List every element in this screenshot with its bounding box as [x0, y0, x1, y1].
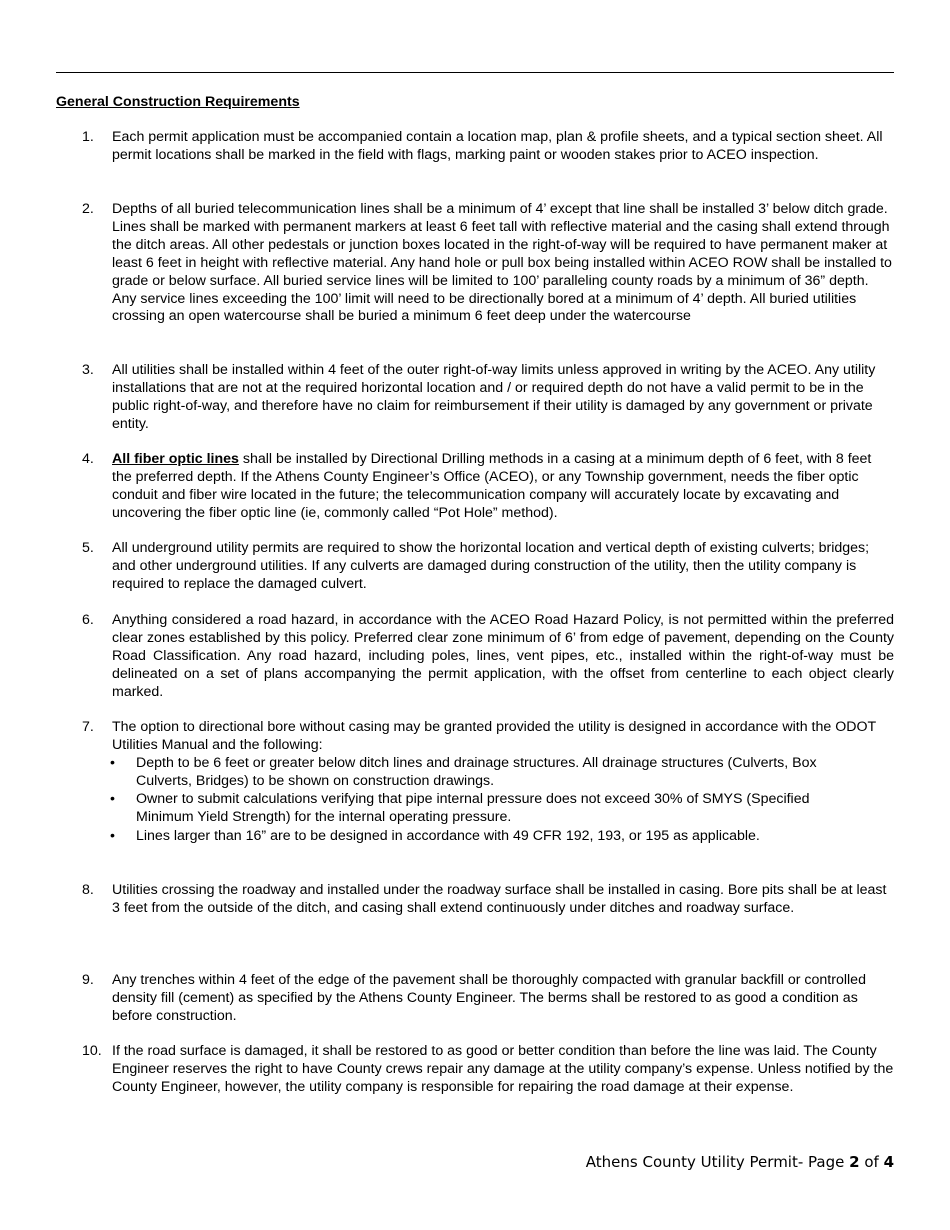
bullet-dot-icon: • — [110, 755, 115, 771]
item-number: 9. — [82, 972, 94, 988]
item-text: All underground utility permits are required to show the horizontal location and vertical depth of existing culverts; bridges; and other underground utilities. If any culverts are damaged during construction of the utility, then the utility company is required to replace the damaged culvert. — [112, 540, 870, 592]
item-number: 4. — [82, 451, 94, 467]
item-text: The option to directional bore without casing may be granted provided the utility is designed in accordance with the ODOT Utilities Manual and the following: — [112, 719, 876, 753]
footer-page-total: 4 — [883, 1153, 894, 1171]
item-text: If the road surface is damaged, it shall be restored to as good or better condition than before the line was laid. The County Engineer reserves the right to have County crews repair any damage at the utility company’s expense. Unless notified by the County Engineer, however, the utility company is responsible for repairing the road damage at their expense. — [112, 1043, 894, 1095]
footer-of: of — [859, 1153, 884, 1171]
item-number: 3. — [82, 362, 94, 378]
item-text: All utilities shall be installed within 4 feet of the outer right-of-way limits unless approved in writing by the ACEO. Any utility installations that are not at the required horizontal location and / or required depth do not have a valid permit to be in the public right-of-way, and therefore have no claim for reimbursement if their utility is damaged by any government or private entity. — [112, 362, 876, 432]
bullet-text: Depth to be 6 feet or greater below ditch lines and drainage structures. All drainage structures (Culverts, Box Culverts, Bridges) to be shown on construction drawings. — [136, 755, 817, 789]
item-text: Anything considered a road hazard, in accordance with the ACEO Road Hazard Policy, is not permitted within the preferred clear zones established by this policy. Preferred clear zone minimum of 6’ from edge of pavement, depending on the County Road Classification. Any road hazard, including poles, lines, vent pipes, etc., installed within the right-of-way must be delineated on a set of plans accompanying the permit application, with the offset from centerline to each object clearly marked. — [112, 612, 894, 700]
footer-prefix: Athens County Utility Permit- Page — [585, 1153, 850, 1171]
page-footer — [586, 1153, 894, 1171]
footer-page-number: 2 — [849, 1153, 860, 1171]
top-rule — [56, 72, 894, 73]
bullet-text: Lines larger than 16” are to be designed in accordance with 49 CFR 192, 193, or 195 as applicable. — [136, 828, 760, 844]
bullet-dot-icon: • — [110, 828, 115, 844]
item-number: 7. — [82, 719, 94, 735]
item-number: 5. — [82, 540, 94, 556]
item-number: 1. — [82, 129, 94, 145]
section-heading: General Construction Requirements — [56, 94, 300, 110]
bullet-dot-icon: • — [110, 791, 115, 807]
item-number: 2. — [82, 201, 94, 217]
item-text: Any trenches within 4 feet of the edge of the pavement shall be thoroughly compacted with granular backfill or controlled density fill (cement) as specified by the Athens County Engineer. The berms shall be restored to as good a condition as before construction. — [112, 972, 866, 1024]
bullet-item — [110, 791, 866, 827]
bullet-text: Owner to submit calculations verifying that pipe internal pressure does not exceed 30% of SMYS (Specified Minimum Yield Strength) for the internal operating pressure. — [136, 791, 810, 825]
item-number: 6. — [82, 612, 94, 628]
item-body: shall be installed by Directional Drilling methods in a casing at a minimum depth of 6 feet, with 8 feet the preferred depth. If the Athens County Engineer’s Office (ACEO), or any Township government, needs the fiber optic conduit and fiber wire located in the future; the telecommunication company will accurately locate by excavating and uncovering the fiber optic line (ie, commonly called “Pot Hole” method). — [112, 451, 872, 521]
item-text: Utilities crossing the roadway and installed under the roadway surface shall be installed in casing. Bore pits shall be at least 3 feet from the outside of the ditch, and casing shall extend continuously under ditches and roadway surface. — [112, 882, 887, 916]
item-text: Depths of all buried telecommunication lines shall be a minimum of 4’ except that line shall be installed 3’ below ditch grade. Lines shall be marked with permanent markers at least 6 feet tall with reflective material and the casing shall extend through the ditch areas. All other pedestals or junction boxes located in the right-of-way will be required to have permanent maker at least 6 feet in height with reflective material. Any hand hole or pull box being installed within ACEO ROW shall be installed to grade or below surface. All buried service lines will be limited to 100’ paralleling county roads by a minimum of 36” depth. Any service lines exceeding the 100’ limit will need to be directionally bored at a minimum of 4’ depth. All buried utilities crossing an open watercourse shall be buried a minimum 6 feet deep under the watercourse — [112, 201, 892, 325]
item-number: 10. — [82, 1043, 102, 1059]
item-text — [112, 451, 894, 523]
item-number: 8. — [82, 882, 94, 898]
bullet-item — [110, 755, 866, 791]
bullet-item — [110, 828, 866, 846]
item-lead: All fiber optic lines — [112, 451, 239, 467]
item-text: Each permit application must be accompanied contain a location map, plan & profile sheets, and a typical section sheet. All permit locations shall be marked in the field with flags, marking paint or wooden stakes prior to ACEO inspection. — [112, 129, 883, 163]
